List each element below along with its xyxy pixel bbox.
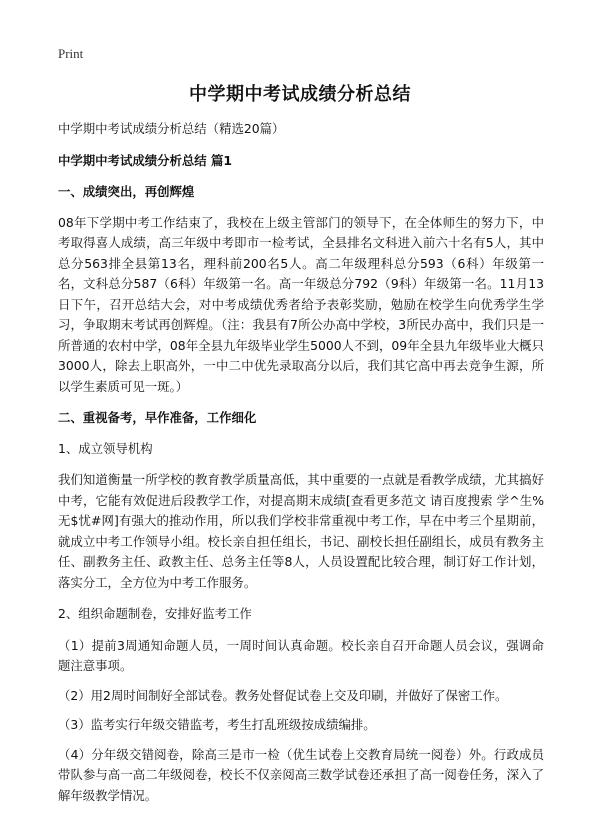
article-subtitle: 中学期中考试成绩分析总结（精选20篇） <box>58 121 285 136</box>
page-title: 中学期中考试成绩分析总结 <box>189 84 411 105</box>
subsection-heading-1: 1、成立领导机构 <box>58 440 153 456</box>
section-heading-2: 二、重视备考，早作准备，工作细化 <box>58 410 257 425</box>
subsection-paragraph-1: 我们知道衡量一所学校的教育教学质量高低，其中重要的一点就是看教学成绩，尤其搞好中考，它能有效促进后段教学工作，对提高期末成绩[查看更多范文 请百度搜索 学^生%无$忧#网]有强大的推动作用，所以我们学校非常重视中考工作，早在中考三个星期前，就成立中考工作领导小组。校长亲自担任组长，书记、副校长担任副组长，成员有教务主任、副教务主任、政教主任、总务主任等8人，人员设置配比较合理，制订好工作计划，落实分工，全方位为中考工作服务。 <box>58 472 544 590</box>
list-item: （2）用2周时间制好全部试卷。教务处督促试卷上交及印刷，并做好了保密工作。 <box>58 687 508 703</box>
article-title: 中学期中考试成绩分析总结 篇1 <box>58 152 233 168</box>
list-item: （4）分年级交错阅卷，除高三是市一检（优生试卷上交教育局统一阅卷）外。行政成员带队参与高一高二年级阅卷，校长不仅亲阅高三数学试卷还承担了高一阅卷任务，深入了解年级教学情况。 <box>58 746 544 803</box>
list-item: （3）监考实行年级交错监考，考生打乱班级按成绩编排。 <box>58 717 376 732</box>
subsection-heading-2: 2、组织命题制卷，安排好监考工作 <box>58 606 252 621</box>
section-heading-1: 一、成绩突出，再创辉煌 <box>58 184 195 199</box>
article-body <box>58 119 544 815</box>
list-item: （1）提前3周通知命题人员，一周时间认真命题。校长亲自召开命题人员会议，强调命题注意事项。 <box>58 637 544 673</box>
print-link[interactable]: Print <box>58 46 84 61</box>
section-paragraph-1: 08年下学期中考工作结束了，我校在上级主管部门的领导下，在全体师生的努力下，中考取得喜人成绩，高三年级中考即市一检考试，全县排名文科进入前六十名有5人，其中总分563排全县第13名，理科前200名5人。高二年级理科总分593（6科）年级第一名，文科总分587（6科）年级第一名。高一年级总分792（9科）年级第一名。11月13日下午，召开总结大会，对中考成绩优秀者给予表彰奖励，勉励在校学生向优秀学生学习，争取期末考试再创辉煌。（注：我县有7所公办高中学校，3所民办高中，我们只是一所普通的农村中学，08年全县九年级毕业学生5000人不到，09年全县九年级毕业大概只3000人，除去上职高外，一中二中优先录取高分以后，我们其它高中再去竞争生源，所以学生素质可见一斑。） <box>58 214 544 394</box>
